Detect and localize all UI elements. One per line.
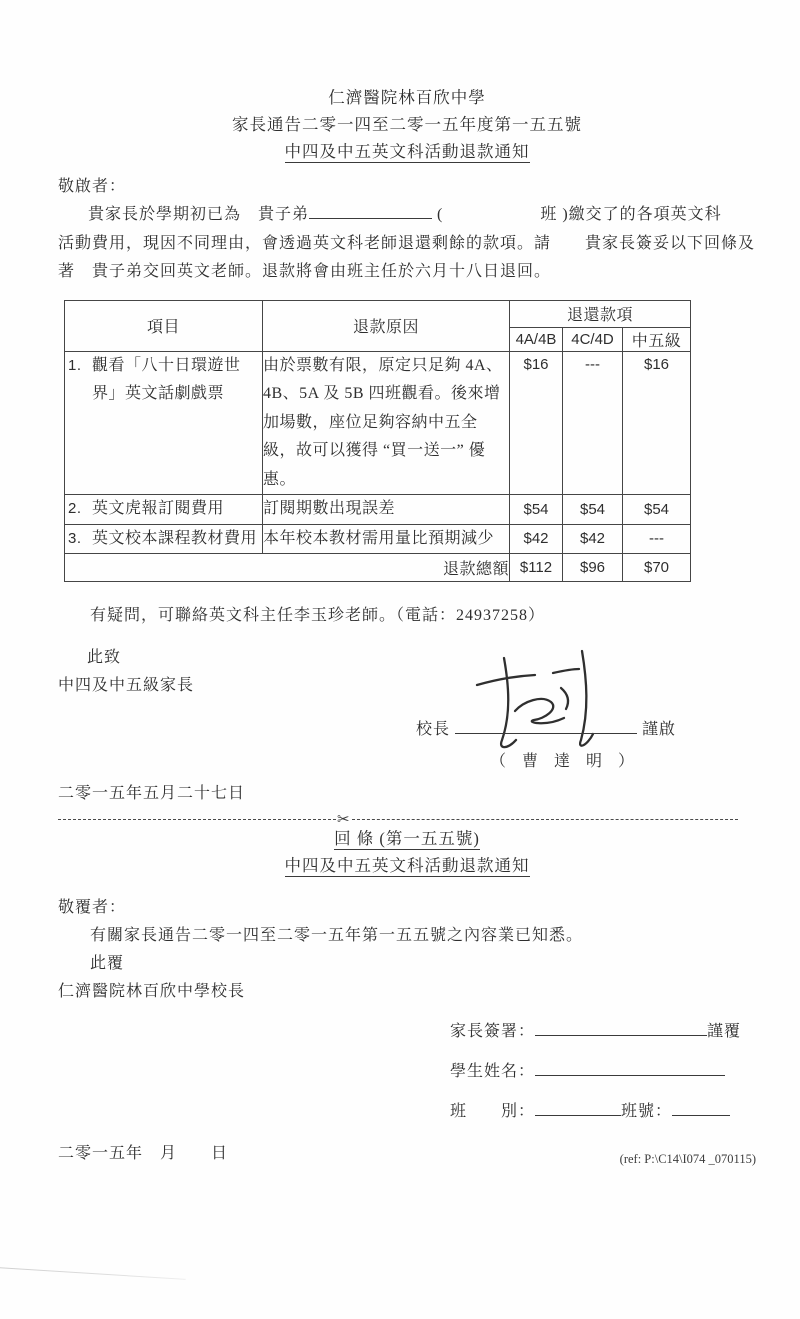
parent-signature-row (450, 1018, 756, 1046)
column-header-class-f5: 中五級 (623, 327, 691, 351)
reason-cell: 訂閱期數出現誤差 (263, 495, 510, 525)
amount-cell: --- (623, 524, 691, 554)
principal-name: （ 曹 達 明 ） (489, 753, 640, 770)
item-text: 觀看「八十日環遊世界」英文話劇戲票 (92, 356, 241, 402)
contact-line: 有疑問，可聯絡英文科主任李玉珍老師。（電話：24937258） (90, 607, 546, 624)
item-cell (65, 351, 263, 495)
amount-cell: $16 (623, 351, 691, 495)
table-row (65, 524, 691, 554)
item-number: 3. (68, 529, 82, 547)
amount-cell: $42 (563, 524, 623, 554)
class-line (535, 1100, 621, 1116)
signature-area (58, 700, 756, 780)
parent-signature-label: 家長簽署： (450, 1023, 536, 1040)
total-amount-cell: $70 (623, 554, 691, 582)
reply-addressee: 仁濟醫院林百欣中學校長 (58, 983, 246, 1000)
notice-number-line: 家長通告二零一四至二零一五年度第一五五號 (232, 115, 582, 134)
parent-signature-line (535, 1020, 707, 1036)
class-no-line (672, 1100, 730, 1116)
notice-date: 二零一五年五月二十七日 (58, 785, 246, 802)
bottom-row (58, 1140, 756, 1168)
item-number: 2. (68, 500, 82, 517)
column-header-item: 項目 (65, 300, 263, 351)
cut-dash (352, 819, 738, 820)
principal-suffix: 謹啟 (642, 721, 677, 738)
table-row (65, 351, 691, 495)
paragraph-line-2: 活動費用，現因不同理由，會透過英文科老師退還剩餘的款項。請 貴家長簽妥以下回條及 (58, 234, 756, 252)
class-blank (443, 209, 540, 219)
reply-body: 有關家長通告二零一四至二零一五年第一五五號之內容業已知悉。 (90, 927, 584, 944)
salutation: 敬啟者： (58, 178, 127, 195)
student-name-row (450, 1058, 756, 1086)
refund-table (64, 300, 691, 583)
paragraph-line-1 (58, 201, 756, 230)
closing-salute: 此致 (87, 649, 122, 666)
class-row (450, 1098, 756, 1126)
table-row (65, 495, 691, 525)
amount-cell: --- (563, 351, 623, 495)
class-no-label: 班號： (621, 1103, 673, 1120)
amount-cell: $42 (510, 524, 563, 554)
column-header-class-4a4b: 4A/4B (510, 327, 563, 351)
paragraph-text: 班 )繳交了的各項英文科 (540, 206, 722, 223)
reply-date: 二零一五年 月 日 (58, 1145, 229, 1162)
paragraph-text: 貴家長於學期初已為 貴子弟 (88, 206, 310, 223)
cut-line: ✂ (58, 819, 738, 820)
item-cell (65, 524, 263, 554)
principal-sign-line (455, 718, 637, 734)
amount-cell: $16 (510, 351, 563, 495)
notice-title: 中四及中五英文科活動退款通知 (284, 142, 530, 161)
student-name-blank (309, 203, 432, 219)
student-name-label: 學生姓名： (450, 1063, 536, 1080)
paragraph-line-3: 著 貴子弟交回英文老師。退款將會由班主任於六月十八日退回。 (58, 263, 552, 280)
school-name: 仁濟醫院林百欣中學 (328, 88, 486, 107)
column-header-class-4c4d: 4C/4D (563, 327, 623, 351)
notice-addressee: 中四及中五級家長 (58, 677, 195, 694)
paren-open: ( (437, 206, 444, 223)
reason-cell: 由於票數有限，原定只足夠 4A、4B、5A 及 5B 四班觀看。後來增加場數，座位足夠容納中五全級，故可以獲得 “買一送一” 優惠。 (263, 351, 510, 495)
item-text: 英文虎報訂閱費用 (92, 500, 225, 517)
reply-fields (450, 1018, 756, 1126)
reply-slip-subtitle: 中四及中五英文科活動退款通知 (284, 856, 530, 875)
total-amount-cell: $112 (510, 554, 563, 582)
total-amount-cell: $96 (563, 554, 623, 582)
reply-closing: 此覆 (90, 955, 125, 972)
parent-signature-suffix: 謹覆 (707, 1023, 742, 1040)
table-total-row (65, 554, 691, 582)
item-number: 1. (68, 356, 82, 374)
notice-content (58, 84, 756, 1168)
item-cell (65, 495, 263, 525)
paper-crease (0, 1267, 186, 1280)
total-label: 退款總額 (65, 554, 510, 582)
reply-slip-title: 回 條 (第一五五號) (334, 829, 480, 848)
reply-salutation: 敬覆者： (58, 899, 127, 916)
class-label: 班 別： (450, 1103, 536, 1120)
student-name-line (535, 1060, 725, 1076)
column-header-refund-group: 退還款項 (510, 300, 691, 327)
item-text: 英文校本課程教材費用 (92, 529, 258, 547)
file-reference: (ref: P:\C14\I074 _070115) (619, 1152, 756, 1166)
column-header-reason: 退款原因 (263, 300, 510, 351)
amount-cell: $54 (623, 495, 691, 525)
principal-label: 校長 (416, 721, 451, 738)
amount-cell: $54 (510, 495, 563, 525)
principal-sign-row (416, 716, 676, 744)
body-paragraph (58, 201, 756, 287)
amount-cell: $54 (563, 495, 623, 525)
cut-dash (58, 819, 336, 820)
reason-cell: 本年校本教材需用量比預期減少 (263, 524, 510, 554)
